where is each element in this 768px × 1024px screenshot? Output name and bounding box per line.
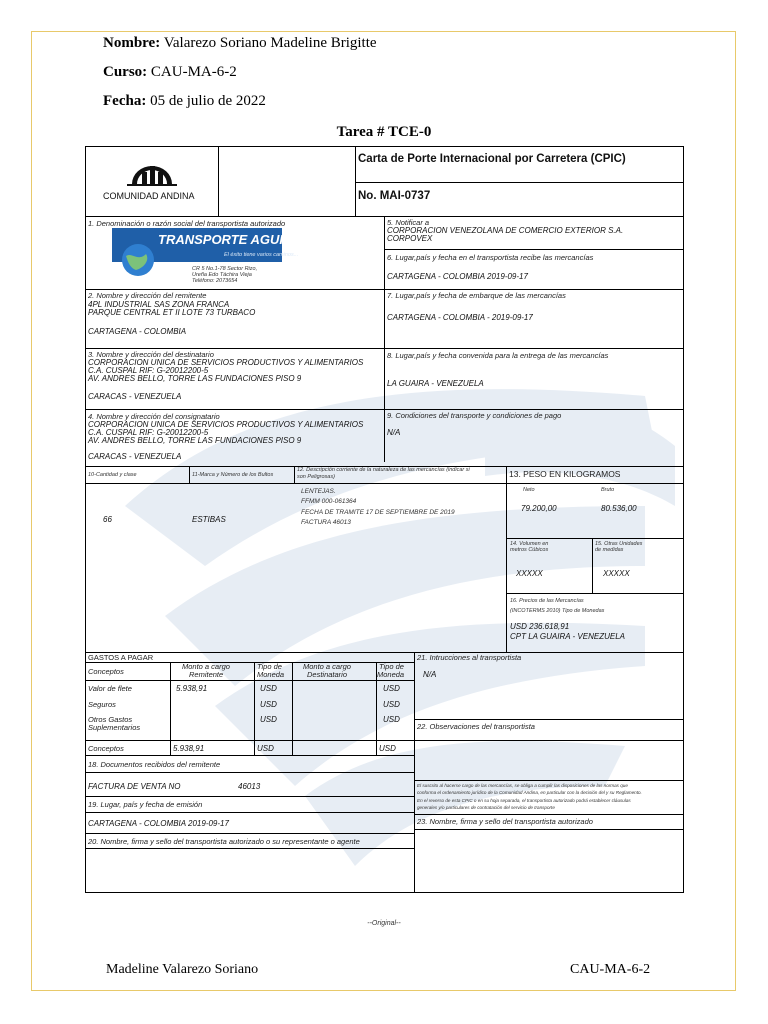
curso-value: CAU-MA-6-2 xyxy=(150,64,237,80)
fecha-label: Fecha: xyxy=(103,93,147,109)
legal-text-3: En el reverso de esta CPIC o en su hoja separada, el transportista autorizado podrá establecer cláusulas xyxy=(417,798,631,803)
goods-description-1: LENTEJAS. xyxy=(301,488,336,495)
field-2-value-3: CARTAGENA - COLOMBIA xyxy=(88,327,187,336)
field-4-value-4: CARACAS - VENEZUELA xyxy=(88,452,182,461)
nombre-label: Nombre: xyxy=(103,35,161,51)
field-15-value: XXXXX xyxy=(603,569,630,578)
row-otros-currency: USD xyxy=(260,715,277,724)
field-18-label: 18. Documentos recibidos del remitente xyxy=(88,760,221,769)
field-5-label: 5. Notificar a xyxy=(387,218,430,227)
field-4-value-1: CORPORACION UNICA DE SERVICIOS PRODUCTIVOS Y ALIMENTARIOS xyxy=(88,420,364,429)
field-13-label: 13. PESO EN KILOGRAMOS xyxy=(509,469,621,479)
field-7-value: CARTAGENA - COLOMBIA - 2019-09-17 xyxy=(387,313,533,322)
curso-label: Curso: xyxy=(103,64,148,80)
globe-icon xyxy=(120,242,156,278)
carrier-address-1: CR 5 No.1-78 Sector Rizo, xyxy=(192,266,258,272)
field-12-label-2: son Peligrosas) xyxy=(297,474,335,480)
goods-description-4: FACTURA 46013 xyxy=(301,519,351,526)
goods-description-3: FECHA DE TRAMITE 17 DE SEPTIEMBRE DE 2019 xyxy=(301,509,455,516)
field-16-value-1: USD 236.618,91 xyxy=(510,622,570,631)
neto-label: Neto xyxy=(523,487,535,493)
legal-text-2: conforma el ordenamiento jurídico de la Comunidad Andina, en particular con la decisión del y su Reglamento. xyxy=(417,790,642,795)
field-22-label: 22. Observaciones del transportista xyxy=(417,722,535,731)
field-1-label: 1. Denominación o razón social del transportista autorizado xyxy=(88,219,286,228)
field-9-value: N/A xyxy=(387,428,401,437)
andean-logo-icon xyxy=(95,158,210,190)
row-total-currency: USD xyxy=(257,744,274,753)
cpic-form xyxy=(85,146,684,893)
field-15-label-1: 15. Otras Unidades xyxy=(595,541,643,547)
nombre-line xyxy=(103,35,377,52)
col-monto-remitente-1: Monto a cargo xyxy=(182,662,230,671)
original-mark: --Original-- xyxy=(367,920,401,927)
field-23-label: 23. Nombre, firma y sello del transportista autorizado xyxy=(417,817,593,826)
quantity-value: 66 xyxy=(103,515,112,524)
field-5-value-2: CORPOVEX xyxy=(387,234,433,243)
field-14-label-1: 14. Volumen en xyxy=(510,541,549,547)
field-16-value-2: CPT LA GUAIRA - VENEZUELA xyxy=(510,632,625,641)
row-total-value: 5.938,91 xyxy=(173,744,205,753)
neto-value: 79.200,00 xyxy=(521,504,557,513)
field-19-value: CARTAGENA - COLOMBIA 2019-09-17 xyxy=(88,819,229,828)
goods-description-2: FFMM 000-061364 xyxy=(301,498,357,505)
curso-line xyxy=(103,64,237,81)
page-title: Tarea # TCE-0 xyxy=(336,124,432,140)
carrier-address-2: Ureña Edo Táchira Vieja xyxy=(192,272,252,278)
field-2-label: 2. Nombre y dirección del remitente xyxy=(88,291,207,300)
fecha-line xyxy=(103,93,266,110)
field-18-value: FACTURA DE VENTA NO xyxy=(88,782,181,791)
col-tipo-moneda-1a: Tipo de xyxy=(257,662,282,671)
col-monto-destinatario-1: Monto a cargo xyxy=(303,662,351,671)
field-16-label-2: (INCOTERMS 2010) Tipo de Monedas xyxy=(510,608,605,614)
carrier-logo-tagline: El éxito tiene varios caminos... xyxy=(224,252,299,258)
field-7-label: 7. Lugar,país y fecha de embarque de las mercancías xyxy=(387,291,566,300)
document-title: Carta de Porte Internacional por Carretera (CPIC) xyxy=(358,153,626,165)
field-3-value-2: C.A. CUSPAL RIF: G-20012200-5 xyxy=(88,366,209,375)
field-4-value-2: C.A. CUSPAL RIF: G-20012200-5 xyxy=(88,428,209,437)
row-otros-label-2: Suplementarios xyxy=(88,723,141,732)
field-10-label: 10-Cantidad y clase xyxy=(88,472,137,478)
bruto-label: Bruto xyxy=(601,487,615,493)
carrier-logo-text: TRANSPORTE AGUILA C.A xyxy=(158,232,326,247)
row-total-label: Conceptos xyxy=(88,744,124,753)
col-monto-remitente-2: Remitente xyxy=(189,670,224,679)
footer-left: Madeline Valarezo Soriano xyxy=(106,962,259,977)
col-monto-destinatario-2: Destinatario xyxy=(307,670,348,679)
field-18-number: 46013 xyxy=(238,782,261,791)
carrier-phone: Teléfono: 2073654 xyxy=(192,278,238,284)
nombre-value: Valarezo Soriano Madeline Brigitte xyxy=(163,35,377,51)
row-flete-value: 5.938,91 xyxy=(176,684,208,693)
marks-value: ESTIBAS xyxy=(192,515,226,524)
field-20-label: 20. Nombre, firma y sello del transportista autorizado o su representante o agente xyxy=(88,837,360,846)
row-seguros-currency-2: USD xyxy=(383,700,400,709)
field-2-value-1: 4PL INDUSTRIAL SAS ZONA FRANCA xyxy=(88,300,230,309)
field-21-label: 21. Intrucciones al transportista xyxy=(417,653,522,662)
field-4-value-3: AV. ANDRES BELLO, TORRE LAS FUNDACIONES PISO 9 xyxy=(88,436,302,445)
field-6-value: CARTAGENA - COLOMBIA 2019-09-17 xyxy=(387,272,528,281)
field-11-label: 11-Marca y Número de los Bultos xyxy=(192,472,274,478)
field-3-value-4: CARACAS - VENEZUELA xyxy=(88,392,182,401)
field-15-label-2: de medidas xyxy=(595,547,624,553)
field-19-label: 19. Lugar, país y fecha de emisión xyxy=(88,800,203,809)
field-4-label: 4. Nombre y dirección del consignatario xyxy=(88,412,220,421)
comunidad-andina-logo xyxy=(95,158,210,206)
row-total-currency-2: USD xyxy=(379,744,396,753)
row-otros-label-1: Otros Gastos xyxy=(88,715,133,724)
col-tipo-moneda-1b: Moneda xyxy=(257,670,285,679)
field-8-value: LA GUAIRA - VENEZUELA xyxy=(387,379,484,388)
row-flete-currency-2: USD xyxy=(383,684,400,693)
field-21-value: N/A xyxy=(423,670,437,679)
logo-text: COMUNIDAD ANDINA xyxy=(103,191,195,201)
field-3-value-1: CORPORACION UNICA DE SERVICIOS PRODUCTIVOS Y ALIMENTARIOS xyxy=(88,358,364,367)
bruto-value: 80.536,00 xyxy=(601,504,637,513)
legal-text-1: El suscrito al hacerse cargo de las mercancías, se obliga a cumplir las disposiciones de las normas que xyxy=(417,783,628,788)
row-flete-currency: USD xyxy=(260,684,277,693)
col-tipo-moneda-2a: Tipo de xyxy=(379,662,404,671)
field-14-label-2: metros Cúbicos xyxy=(510,547,549,553)
field-6-label: 6. Lugar,país y fecha en el transportista recibe las mercancías xyxy=(387,253,594,262)
row-otros-currency-2: USD xyxy=(383,715,400,724)
field-12-label-1: 12. Descripción corriente de la naturaleza de las mercancías (indicar si xyxy=(297,467,470,473)
field-14-value: XXXXX xyxy=(516,569,543,578)
row-flete-label: Valor de flete xyxy=(88,684,132,693)
field-3-value-3: AV. ANDRES BELLO, TORRE LAS FUNDACIONES PISO 9 xyxy=(88,374,302,383)
col-conceptos: Conceptos xyxy=(88,667,124,676)
col-tipo-moneda-2b: Moneda xyxy=(377,670,405,679)
field-9-label: 9. Condiciones del transporte y condiciones de pago xyxy=(387,411,562,420)
row-seguros-label: Seguros xyxy=(88,700,116,709)
field-2-value-2: PARQUE CENTRAL ET II LOTE 73 TURBACO xyxy=(88,308,256,317)
document-number: No. MAI-0737 xyxy=(358,190,431,202)
field-3-label: 3. Nombre y dirección del destinatario xyxy=(88,350,214,359)
row-seguros-currency: USD xyxy=(260,700,277,709)
field-5-value-1: CORPORACION VENEZOLANA DE COMERCIO EXTERIOR S.A. xyxy=(387,226,624,235)
field-16-label-1: 16. Precios de las Mercancías xyxy=(510,598,584,604)
footer-right: CAU-MA-6-2 xyxy=(570,962,651,977)
gastos-label: GASTOS A PAGAR xyxy=(88,653,154,662)
field-8-label: 8. Lugar,país y fecha convenida para la entrega de las mercancías xyxy=(387,351,609,360)
fecha-value: 05 de julio de 2022 xyxy=(150,93,266,109)
legal-text-4: generales y/o particulares de contratación del servicio de transporte xyxy=(417,805,555,810)
transporte-aguila-logo xyxy=(112,228,326,286)
